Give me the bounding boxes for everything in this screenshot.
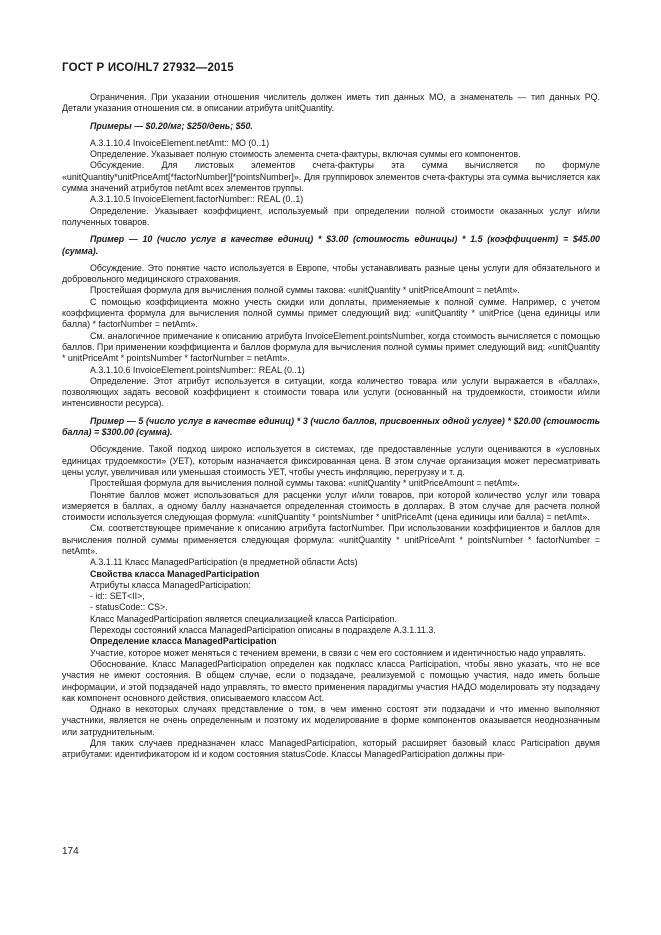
list-item: - statusCode:: CS>. [90, 602, 168, 613]
section-heading: А.3.1.10.6 InvoiceElement.pointsNumber:: REAL (0..1) [90, 364, 305, 375]
paragraph: Переходы состояний класса ManagedParticipation описаны в подразделе А.3.1.11.3. [90, 625, 436, 636]
paragraph: Однако в некоторых случаях представление о том, в чем именно состоят эти подзадачи и что именно выполняют участники, является не очень определенным и поэтому их моделирование в форме компонентов оказывается неоднозначным или затруднительным. [62, 704, 600, 737]
paragraph: Атрибуты класса ManagedParticipation: [90, 579, 251, 590]
example-note: Пример — 10 (число услуг в качестве единиц) * $3.00 (стоимость единицы) * 1.5 (коэффициент) = $45.00 (сумма). [62, 234, 600, 256]
page-body [62, 92, 600, 761]
paragraph: Простейшая формула для вычисления полной суммы такова: «unitQuantity * unitPriceAmount = netAmt». [90, 285, 520, 296]
paragraph: См. соответствующее примечание к описанию атрибута factorNumber. При использовании коэффициентов и баллов для вычисления полной суммы применяется следующая формула: «unitQuantity * unitPriceAmt * pointsNumber * factorNumber = netAmt». [62, 523, 600, 556]
paragraph: Определение. Указывает полную стоимость элемента счета-фактуры, включая суммы его компонентов. [90, 149, 521, 160]
paragraph: Ограничения. При указании отношения числитель должен иметь тип данных MO, а знаменатель — тип данных PQ. Детали указания отношения см. в описании атрибута unitQuantity. [62, 92, 600, 114]
list-item: - id:: SET<II>, [90, 591, 145, 602]
paragraph: Определение. Этот атрибут используется в ситуации, когда количество товара или услуги выражается в «баллах», позволяющих задать весовой коэффициент к стоимости товара или услуги (основанный на трудоемкости, стоимости и/или интенсивности ресурса). [62, 375, 600, 409]
paragraph: См. аналогичное примечание к описанию атрибута InvoiceElement.pointsNumber, когда стоимость вычисляется с помощью баллов. При применении коэффициента и баллов формула для вычисления полной суммы примет следующий вид: «unitQuantity * unitPriceAmt * pointsNumber * factorNumber = netAmt». [62, 330, 600, 364]
paragraph: Обоснование. Класс ManagedParticipation определен как подкласс класса Participation, чтобы явно указать, что не все участия не имеют состояния. В общем случае, если о подзадаче, реализуемой с помощью участия, надо иметь больше информации, и этой подзадачей надо управлять, то вместо применения парадигмы участия НАДО моделировать эту подзадачу как компонент основного действия, описываемого классом Act. [62, 658, 600, 703]
paragraph: Класс ManagedParticipation является специализацией класса Participation. [90, 613, 397, 624]
subsection-heading: Определение класса ManagedParticipation [90, 636, 277, 647]
section-heading: А.3.1.11 Класс ManagedParticipation (в предметной области Acts) [90, 557, 358, 568]
paragraph: Обсуждение. Для листовых элементов счета-фактуры эта сумма вычисляется по формуле «unitQuantity*unitPriceAmt[*factorNumber][*pointsNumber]». Для группировок элементов счета-фактуры эта сумма вычисляется как сумма значений атрибутов netAmt всех элементов группы. [62, 160, 600, 194]
document-header: ГОСТ Р ИСО/HL7 27932—2015 [62, 62, 234, 74]
example-note: Примеры — $0.20/мг; $250/день; $50. [90, 120, 253, 131]
section-heading: А.3.1.10.5 InvoiceElement.factorNumber:: REAL (0..1) [90, 194, 304, 205]
section-heading: А.3.1.10.4 InvoiceElement.netAmt:: MO (0..1) [90, 137, 270, 148]
paragraph: Обсуждение. Такой подход широко используется в системах, где предоставленные услуги оцениваются в «условных единицах трудоемкости» (УЕТ), которым назначается фиксированная цена. В этом случае организация может пересматривать цены услуг, увеличивая или уменьшая стоимость УЕТ, чтобы учесть инфляцию, перегрузку и т. д. [62, 444, 600, 477]
subsection-heading: Свойства класса ManagedParticipation [90, 568, 260, 579]
paragraph: С помощью коэффициента можно учесть скидки или доплаты, применяемые к полной сумме. Например, с учетом коэффициента формула для вычисления полной суммы примет следующий вид: «unitQuantity * unitPrice (цена единицы или балла) * factorNumber = netAmt». [62, 296, 600, 330]
paragraph: Определение. Указывает коэффициент, используемый при определении полной стоимости оказанных услуг и/или полученных товаров. [62, 205, 600, 227]
paragraph: Обсуждение. Это понятие часто используется в Европе, чтобы устанавливать разные цены услуги для обязательного и добровольного медицинского страхования. [62, 262, 600, 285]
example-note: Пример — 5 (число услуг в качестве единиц) * 3 (число баллов, присвоенных одной услуге) * $20.00 (стоимость балла) = $300.00 (сумма). [62, 415, 600, 438]
paragraph: Для таких случаев предназначен класс ManagedParticipation, который расширяет базовый класс Participation двумя атрибутами: идентификатором id и кодом состояния statusCode. Классы ManagedParticipation должны при- [62, 738, 600, 760]
page-number: 174 [62, 846, 79, 857]
paragraph: Понятие баллов может использоваться для расценки услуг и/или товаров, при которой количество услуг или товара измеряется в баллах, а одному баллу назначается определенная стоимость в долларах. В этом случае для расчета полной стоимости используется следующая формула: «unitQuantity * pointsNumber * unitPriceAmt (цена единицы или балла) = netAmt». [62, 489, 600, 523]
paragraph: Простейшая формула для вычисления полной суммы такова: «unitQuantity * unitPriceAmount = netAmt». [90, 478, 520, 489]
paragraph: Участие, которое может меняться с течением времени, в связи с чем его состоянием и идентичностью надо управлять. [90, 647, 586, 658]
